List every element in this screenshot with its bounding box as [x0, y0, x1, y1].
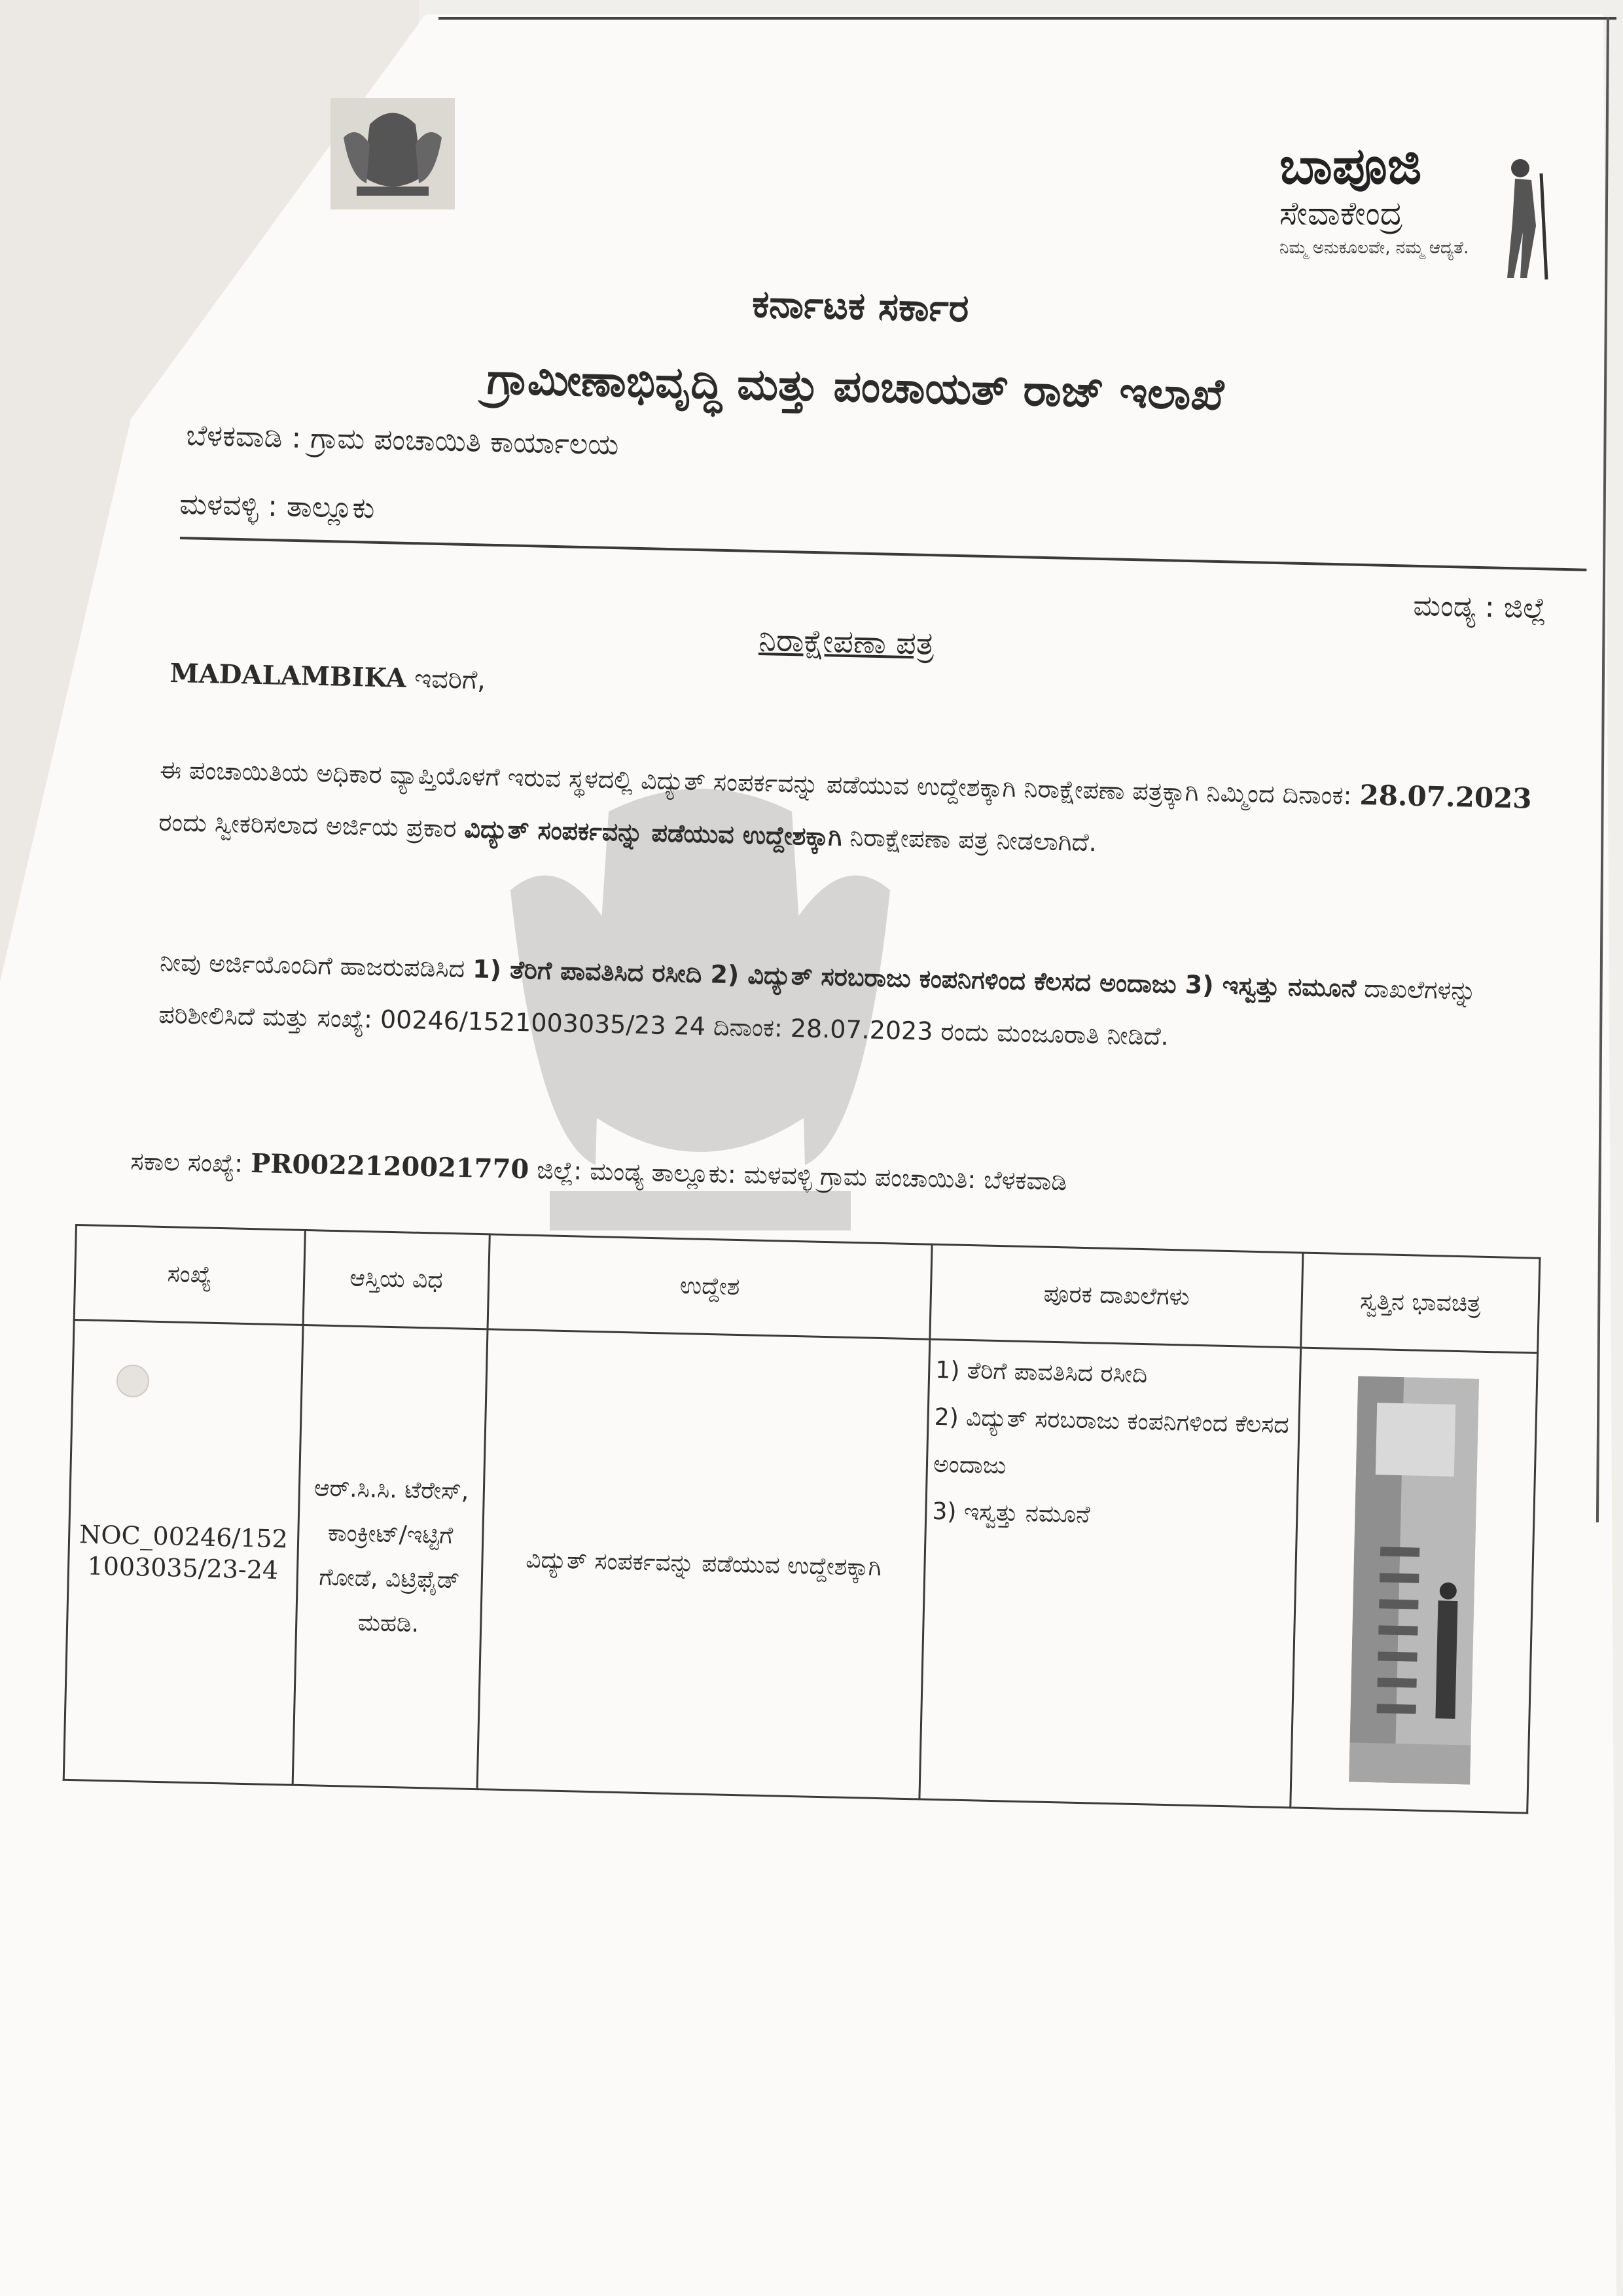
taluk-line: ಮಳವಳ್ಳಿ : ತಾಲ್ಲೂಕು: [179, 488, 375, 526]
brand-line1: ಬಾಪೂಜಿ: [1279, 136, 1422, 196]
para1-bold: ವಿದ್ಯುತ್ ಸಂಪರ್ಕವನ್ನು ಪಡೆಯುವ ಉದ್ದೇಶಕ್ಕಾಗಿ: [464, 814, 842, 852]
brand-line2: ಸೇವಾಕೇಂದ್ರ: [1279, 194, 1403, 232]
gandhi-walking-icon: [1495, 154, 1554, 281]
ref-rest: ಜಿಲ್ಲೆ: ಮಂಡ್ಯ ತಾಲ್ಲೂಕು: ಮಳವಳ್ಳಿ ಗ್ರಾಮ ಪಂಚಾಯಿತಿ: ಬೆಳಕವಾಡಿ: [528, 1155, 1067, 1196]
document-item: 3) ಇಸ್ವತ್ತು ನಮೂನೆ: [932, 1498, 1091, 1529]
para1-text-c: ನಿರಾಕ್ಷೇಪಣಾ ಪತ್ರ ನೀಡಲಾಗಿದೆ.: [841, 822, 1097, 857]
letter-title: ನಿರಾಕ್ಷೇಪಣಾ ಪತ್ರ: [758, 622, 935, 662]
col-header-purpose: ಉದ್ದೇಶ: [488, 1234, 932, 1339]
cell-photo: [1291, 1348, 1537, 1813]
recipient-suffix: ಇವರಿಗೆ,: [406, 663, 486, 696]
brand-tagline: ನಿಮ್ಮ ಅನುಕೂಲವೇ, ನಮ್ಮ ಆದ್ಯತೆ.: [1279, 238, 1469, 258]
recipient-name: MADALAMBIKA: [169, 658, 407, 694]
col-header-documents: ಪೂರಕ ದಾಖಲೆಗಳು: [930, 1244, 1303, 1348]
document-item: 1) ತೆರಿಗೆ ಪಾವತಿಸಿದ ರಸೀದಿ: [935, 1356, 1148, 1389]
noc-table: [63, 1224, 1541, 1814]
ref-number: PR0022120021770: [250, 1148, 529, 1185]
cell-documents: [919, 1339, 1301, 1808]
para1-date: 28.07.2023: [1359, 779, 1533, 815]
cell-property-type: ಆರ್.ಸಿ.ಸಿ. ಟೆರೇಸ್, ಕಾಂಕ್ರೀಟ್/ಇಟ್ಟಿಗೆ ಗೋಡೆ, ವಿಟ್ರಿಫೈಡ್ ಮಹಡಿ.: [293, 1325, 488, 1789]
office-line: ಬೆಳಕವಾಡಿ : ಗ್ರಾಮ ಪಂಚಾಯಿತಿ ಕಾರ್ಯಾಲಯ: [185, 419, 620, 462]
cell-purpose: ವಿದ್ಯುತ್ ಸಂಪರ್ಕವನ್ನು ಪಡೆಯುವ ಉದ್ದೇಶಕ್ಕಾಗಿ: [477, 1329, 930, 1799]
government-heading: ಕರ್ನಾಟಕ ಸರ್ಕಾರ: [751, 281, 970, 331]
col-header-number: ಸಂಖ್ಯೆ: [74, 1225, 305, 1325]
punch-hole: [116, 1365, 149, 1397]
page-border-top: [438, 17, 1616, 20]
col-header-property-type: ಆಸ್ತಿಯ ವಿಧ: [303, 1230, 490, 1329]
para2-text-b: ದಾಖಲೆಗಳನ್ನು ಪರಿಶೀಲಿಸಿದೆ ಮತ್ತು ಸಂಖ್ಯೆ: 00246/1521003035/23 24 ದಿನಾಂಕ: 28.07.2023 ರಂದು ಮಂಜೂರಾತಿ ನೀಡಿದೆ.: [158, 973, 1477, 1051]
para1-text-b: ರಂದು ಸ್ವೀಕರಿಸಲಾದ ಅರ್ಜಿಯ ಪ್ರಕಾರ: [158, 807, 465, 844]
ref-label: ಸಕಾಲ ಸಂಖ್ಯೆ:: [130, 1146, 251, 1178]
district-line: ಮಂಡ್ಯ : ಜಿಲ್ಲೆ: [1412, 589, 1547, 626]
table-row: [63, 1319, 1537, 1813]
para2-bold: 1) ತೆರಿಗೆ ಪಾವತಿಸಿದ ರಸೀದಿ 2) ವಿದ್ಯುತ್ ಸರಬರಾಜು ಕಂಪನಿಗಳಿಂದ ಕೆಲಸದ ಅಂದಾಜು 3) ಇಸ್ವತ್ತು ನಮೂನೆ: [472, 954, 1357, 1003]
cell-noc-number: NOC_00246/1521003035/23-24: [63, 1319, 302, 1785]
department-heading: ಗ್ರಾಮೀಣಾಭಿವೃದ್ಧಿ ಮತ್ತು ಪಂಚಾಯತ್ ರಾಜ್ ಇಲಾಖೆ: [486, 353, 1224, 420]
property-photo: [1349, 1376, 1479, 1785]
document-item: 2) ವಿದ್ಯುತ್ ಸರಬರಾಜು ಕಂಪನಿಗಳಿಂದ ಕೆಲಸದ ಅಂದಾಜು: [933, 1403, 1290, 1480]
para1-text-a: ಈ ಪಂಚಾಯಿತಿಯ ಅಧಿಕಾರ ವ್ಯಾಪ್ತಿಯೊಳಗೆ ಇರುವ ಸ್ಥಳದಲ್ಲಿ ವಿದ್ಯುತ್ ಸಂಪರ್ಕವನ್ನು ಪಡೆಯುವ ಉದ್ದೇಶಕ್ಕಾಗಿ ನಿರಾಕ್ಷೇಪಣಾ ಪತ್ರಕ್ಕಾಗಿ ನಿಮ್ಮಿಂದ ದಿನಾಂಕ:: [159, 755, 1361, 810]
para2-text-a: ನೀವು ಅರ್ಜಿಯೊಂದಿಗೆ ಹಾಜರುಪಡಿಸಿದ: [159, 947, 473, 984]
col-header-photo: ಸ್ವತ್ತಿನ ಭಾವಚಿತ್ರ: [1301, 1253, 1540, 1353]
karnataka-emblem-icon: [330, 98, 455, 209]
